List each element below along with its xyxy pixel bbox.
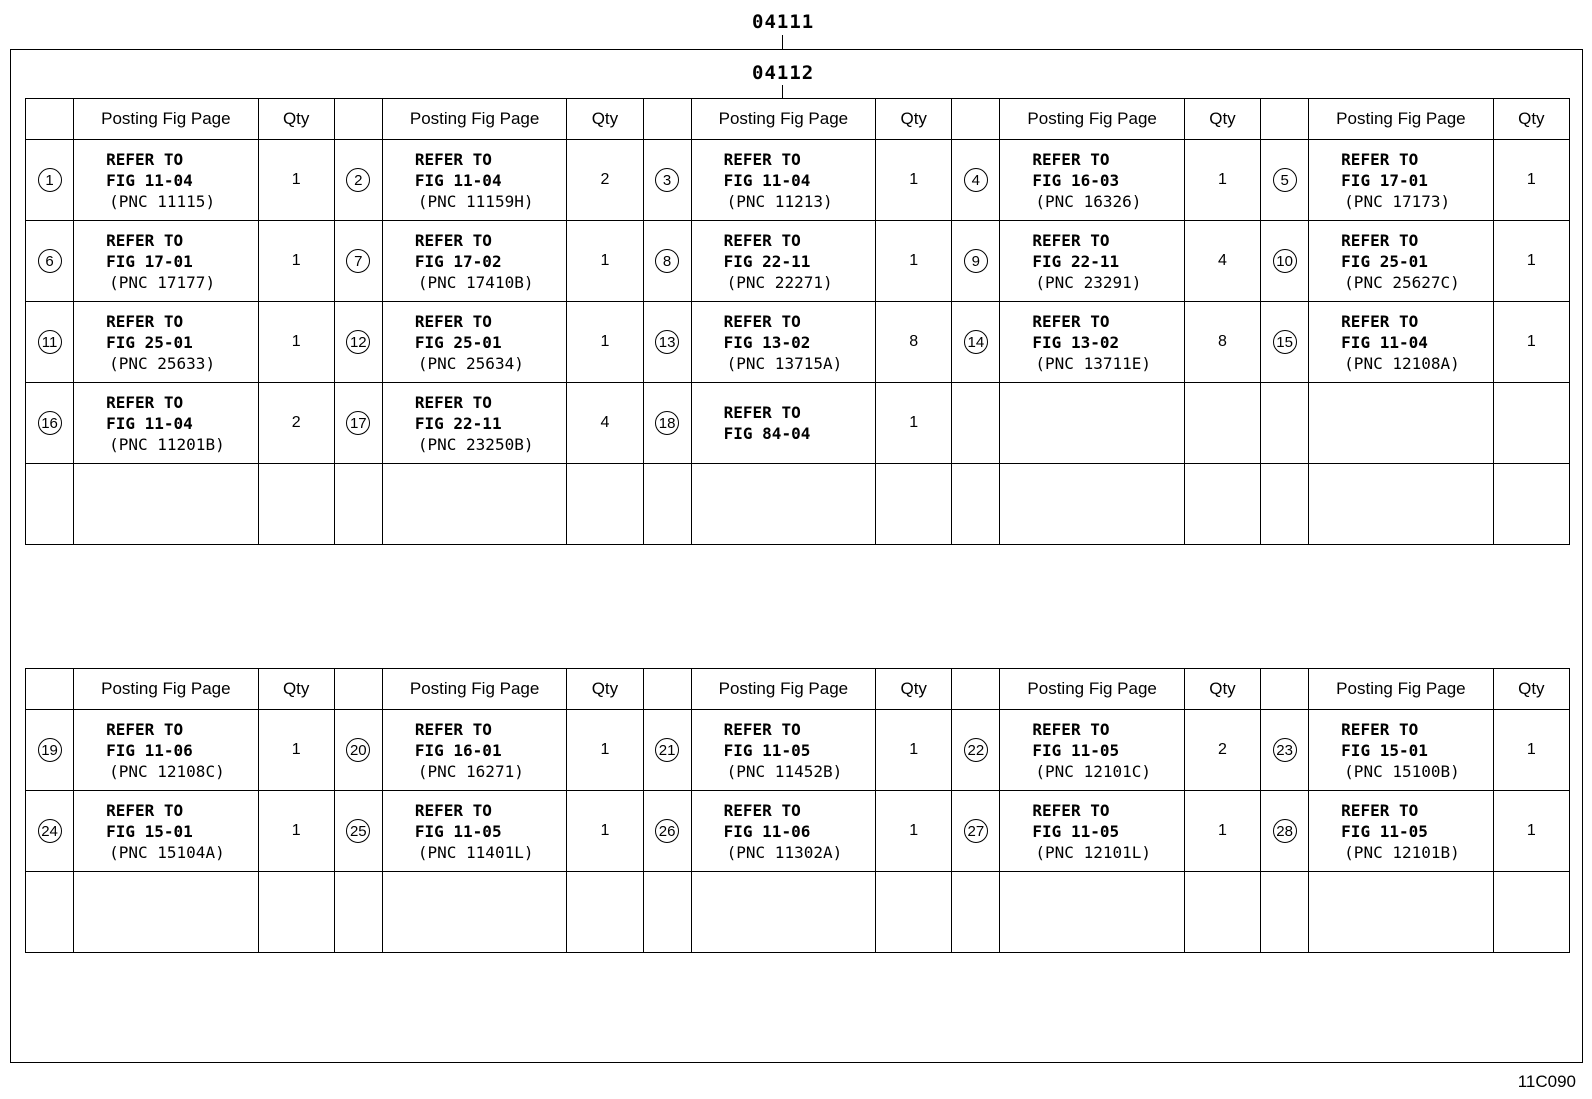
header-qty: Qty <box>258 99 334 140</box>
header-number-cell <box>334 669 382 710</box>
fig-reference-link[interactable]: FIG 17-01 <box>1341 170 1428 190</box>
refer-to-text: REFER TO <box>1341 149 1419 169</box>
item-number-cell <box>26 710 74 791</box>
posting-fig-cell <box>1000 221 1184 302</box>
item-number-cell <box>952 872 1000 953</box>
fig-reference-link[interactable]: FIG 11-04 <box>106 413 193 433</box>
item-number-circle: 19 <box>38 738 62 762</box>
item-number-cell <box>1261 872 1309 953</box>
item-number-circle: 28 <box>1273 819 1297 843</box>
refer-to-text: REFER TO <box>1032 800 1110 820</box>
posting-fig-cell <box>74 464 258 545</box>
item-number-cell <box>1261 383 1309 464</box>
fig-reference-link[interactable]: FIG 17-02 <box>414 251 502 271</box>
pnc-code: (PNC 11159H) <box>417 191 534 211</box>
header-posting-fig-page: Posting Fig Page <box>382 99 566 140</box>
table-row <box>26 302 1570 383</box>
fig-reference-link[interactable]: FIG 11-04 <box>1341 332 1428 352</box>
pnc-code: (PNC 16326) <box>1035 191 1142 211</box>
posting-fig-cell <box>1000 140 1184 221</box>
item-number-circle: 21 <box>655 738 679 762</box>
posting-fig-cell <box>691 140 875 221</box>
posting-fig-cell <box>382 710 566 791</box>
posting-fig-cell <box>74 791 258 872</box>
header-qty: Qty <box>567 99 643 140</box>
fig-reference-link[interactable]: FIG 11-04 <box>106 170 193 190</box>
fig-reference-link[interactable]: FIG 16-03 <box>1032 170 1120 190</box>
fig-reference-link[interactable]: FIG 25-01 <box>106 332 193 352</box>
item-number-circle: 10 <box>1273 249 1297 273</box>
header-number-cell <box>643 99 691 140</box>
header-qty: Qty <box>1493 669 1569 710</box>
posting-fig-cell <box>74 302 258 383</box>
pnc-code: (PNC 17177) <box>109 272 216 292</box>
refer-to-text: REFER TO <box>723 230 801 250</box>
refer-to-text: REFER TO <box>1032 719 1110 739</box>
posting-fig-cell <box>74 872 258 953</box>
refer-to-text: REFER TO <box>106 800 184 820</box>
header-number-cell <box>26 99 74 140</box>
posting-fig-cell <box>691 791 875 872</box>
item-number-cell <box>1261 221 1309 302</box>
refer-to-text: REFER TO <box>106 719 184 739</box>
qty-cell: 4 <box>567 383 643 464</box>
item-number-circle: 16 <box>38 411 62 435</box>
item-number-cell <box>643 221 691 302</box>
posting-fig-cell <box>1000 872 1184 953</box>
fig-reference-link[interactable]: FIG 16-01 <box>414 740 502 760</box>
posting-fig-cell <box>1000 464 1184 545</box>
qty-cell: 1 <box>876 710 952 791</box>
table-row <box>26 383 1570 464</box>
header-qty: Qty <box>567 669 643 710</box>
fig-reference-link[interactable]: FIG 25-01 <box>1341 251 1428 271</box>
pnc-code: (PNC 15104A) <box>109 842 225 862</box>
item-number-circle: 3 <box>655 168 679 192</box>
pnc-code: (PNC 23250B) <box>417 434 534 454</box>
figure-code: 11C090 <box>1517 1072 1576 1091</box>
header-number-cell <box>952 99 1000 140</box>
item-number-cell <box>26 791 74 872</box>
item-number-circle: 2 <box>346 168 370 192</box>
fig-reference-link[interactable]: FIG 11-05 <box>414 821 502 841</box>
item-number-cell <box>643 464 691 545</box>
item-number-circle: 18 <box>655 411 679 435</box>
posting-fig-cell <box>74 710 258 791</box>
refer-to-text: REFER TO <box>414 149 492 169</box>
header-qty: Qty <box>1493 99 1569 140</box>
item-number-cell <box>643 140 691 221</box>
item-number-circle: 22 <box>964 738 988 762</box>
table-header-row <box>26 669 1570 710</box>
qty-cell <box>258 464 334 545</box>
item-number-cell <box>334 464 382 545</box>
qty-cell: 1 <box>1493 791 1569 872</box>
fig-reference-link[interactable]: FIG 13-02 <box>723 332 811 352</box>
refer-to-text: REFER TO <box>723 149 801 169</box>
pnc-code: (PNC 11201B) <box>109 434 225 454</box>
header-qty: Qty <box>876 669 952 710</box>
qty-cell: 1 <box>258 140 334 221</box>
qty-cell <box>1493 464 1569 545</box>
posting-fig-cell <box>1000 383 1184 464</box>
item-number-circle: 27 <box>964 819 988 843</box>
pnc-code: (PNC 15100B) <box>1344 761 1460 781</box>
refer-to-text: REFER TO <box>1032 230 1110 250</box>
refer-to-text: REFER TO <box>106 149 184 169</box>
qty-cell <box>567 872 643 953</box>
header-posting-fig-page: Posting Fig Page <box>74 99 258 140</box>
header-posting-fig-page: Posting Fig Page <box>382 669 566 710</box>
item-number-circle: 8 <box>655 249 679 273</box>
qty-cell <box>1184 464 1260 545</box>
pnc-code: (PNC 12101L) <box>1035 842 1151 862</box>
header-qty: Qty <box>1184 99 1260 140</box>
parts-table-2 <box>25 668 1570 953</box>
pnc-code: (PNC 11302A) <box>726 842 843 862</box>
leader-line-sub <box>782 85 783 99</box>
qty-cell: 1 <box>1493 710 1569 791</box>
qty-cell <box>876 464 952 545</box>
item-number-cell <box>1261 140 1309 221</box>
posting-fig-cell <box>691 383 875 464</box>
item-number-cell <box>952 221 1000 302</box>
qty-cell: 1 <box>1493 221 1569 302</box>
fig-reference-link[interactable]: FIG 15-01 <box>106 821 193 841</box>
qty-cell: 2 <box>1184 710 1260 791</box>
header-posting-fig-page: Posting Fig Page <box>74 669 258 710</box>
pnc-code: (PNC 12108C) <box>109 761 225 781</box>
header-posting-fig-page: Posting Fig Page <box>1309 669 1493 710</box>
pnc-code: (PNC 11115) <box>109 191 216 211</box>
item-number-cell <box>952 791 1000 872</box>
item-number-circle: 7 <box>346 249 370 273</box>
posting-fig-cell <box>1000 302 1184 383</box>
refer-to-text: REFER TO <box>1032 311 1110 331</box>
qty-cell: 1 <box>258 791 334 872</box>
posting-fig-cell <box>1309 140 1493 221</box>
parts-table-1 <box>25 98 1570 545</box>
qty-cell: 1 <box>567 710 643 791</box>
pnc-code: (PNC 12101B) <box>1344 842 1460 862</box>
table-row <box>26 464 1570 545</box>
posting-fig-cell <box>1309 383 1493 464</box>
qty-cell: 1 <box>1493 140 1569 221</box>
qty-cell <box>1184 872 1260 953</box>
posting-fig-cell <box>74 221 258 302</box>
pnc-code: (PNC 16271) <box>417 761 524 781</box>
posting-fig-cell <box>382 140 566 221</box>
posting-fig-cell <box>1309 464 1493 545</box>
qty-cell: 2 <box>258 383 334 464</box>
item-number-cell <box>26 464 74 545</box>
qty-cell: 1 <box>1493 302 1569 383</box>
qty-cell: 1 <box>1184 791 1260 872</box>
pnc-code: (PNC 23291) <box>1035 272 1142 292</box>
header-number-cell <box>26 669 74 710</box>
leader-line-top <box>782 35 783 49</box>
fig-reference-link[interactable]: FIG 11-05 <box>1341 821 1428 841</box>
qty-cell: 2 <box>567 140 643 221</box>
fig-reference-link[interactable]: FIG 11-05 <box>1032 821 1120 841</box>
item-number-circle: 5 <box>1273 168 1297 192</box>
refer-to-text: REFER TO <box>1341 230 1419 250</box>
item-number-circle: 13 <box>655 330 679 354</box>
item-number-circle: 6 <box>38 249 62 273</box>
item-number-cell <box>643 302 691 383</box>
item-number-circle: 1 <box>38 168 62 192</box>
header-number-cell <box>334 99 382 140</box>
item-number-cell <box>643 791 691 872</box>
fig-reference-link[interactable]: FIG 11-04 <box>414 170 502 190</box>
fig-reference-link[interactable]: FIG 25-01 <box>414 332 502 352</box>
posting-fig-cell <box>1309 710 1493 791</box>
posting-fig-cell <box>1000 791 1184 872</box>
posting-fig-cell <box>691 710 875 791</box>
posting-fig-cell <box>382 383 566 464</box>
posting-fig-cell <box>74 140 258 221</box>
item-number-cell <box>334 221 382 302</box>
pnc-code: (PNC 25634) <box>417 353 524 373</box>
item-number-cell <box>334 140 382 221</box>
posting-fig-cell <box>691 464 875 545</box>
qty-cell: 8 <box>876 302 952 383</box>
item-number-circle: 23 <box>1273 738 1297 762</box>
fig-reference-link[interactable]: FIG 11-04 <box>723 170 811 190</box>
pnc-code: (PNC 11452B) <box>726 761 843 781</box>
qty-cell <box>876 872 952 953</box>
refer-to-text: REFER TO <box>414 230 492 250</box>
header-number-cell <box>1261 99 1309 140</box>
qty-cell: 1 <box>258 221 334 302</box>
pnc-code: (PNC 25633) <box>109 353 216 373</box>
assembly-label-sub: 04112 <box>752 62 815 84</box>
qty-cell <box>1493 383 1569 464</box>
fig-reference-link[interactable]: FIG 84-04 <box>723 424 811 443</box>
item-number-cell <box>1261 791 1309 872</box>
posting-fig-cell <box>1309 791 1493 872</box>
posting-fig-cell <box>1309 872 1493 953</box>
qty-cell <box>567 464 643 545</box>
refer-to-text: REFER TO <box>414 800 492 820</box>
posting-fig-cell <box>382 791 566 872</box>
item-number-cell <box>334 302 382 383</box>
posting-fig-cell <box>1309 302 1493 383</box>
qty-cell: 1 <box>876 383 952 464</box>
item-number-circle: 9 <box>964 249 988 273</box>
qty-cell: 4 <box>1184 221 1260 302</box>
qty-cell <box>1184 383 1260 464</box>
header-posting-fig-page: Posting Fig Page <box>691 99 875 140</box>
item-number-cell <box>334 872 382 953</box>
refer-to-text: REFER TO <box>723 403 801 422</box>
header-posting-fig-page: Posting Fig Page <box>1309 99 1493 140</box>
refer-to-text: REFER TO <box>723 311 801 331</box>
qty-cell: 1 <box>258 302 334 383</box>
table-row <box>26 872 1570 953</box>
refer-to-text: REFER TO <box>723 800 801 820</box>
item-number-circle: 4 <box>964 168 988 192</box>
item-number-cell <box>1261 302 1309 383</box>
item-number-circle: 12 <box>346 330 370 354</box>
fig-reference-link[interactable]: FIG 13-02 <box>1032 332 1120 352</box>
posting-fig-cell <box>74 383 258 464</box>
posting-fig-cell <box>382 464 566 545</box>
posting-fig-cell <box>1309 221 1493 302</box>
fig-reference-link[interactable]: FIG 11-06 <box>106 740 193 760</box>
item-number-cell <box>1261 464 1309 545</box>
qty-cell: 1 <box>258 710 334 791</box>
header-qty: Qty <box>876 99 952 140</box>
pnc-code: (PNC 17410B) <box>417 272 534 292</box>
header-number-cell <box>1261 669 1309 710</box>
item-number-circle: 24 <box>38 819 62 843</box>
qty-cell: 8 <box>1184 302 1260 383</box>
item-number-circle: 17 <box>346 411 370 435</box>
fig-reference-link[interactable]: FIG 11-06 <box>723 821 811 841</box>
table-row <box>26 140 1570 221</box>
refer-to-text: REFER TO <box>414 392 492 412</box>
item-number-circle: 11 <box>38 330 62 354</box>
item-number-cell <box>643 710 691 791</box>
pnc-code: (PNC 25627C) <box>1344 272 1460 292</box>
table-row <box>26 791 1570 872</box>
pnc-code: (PNC 11401L) <box>417 842 534 862</box>
item-number-cell <box>26 302 74 383</box>
item-number-cell <box>26 140 74 221</box>
fig-reference-link[interactable]: FIG 11-05 <box>1032 740 1120 760</box>
fig-reference-link[interactable]: FIG 22-11 <box>1032 251 1120 271</box>
refer-to-text: REFER TO <box>1032 149 1110 169</box>
table-row <box>26 221 1570 302</box>
posting-fig-cell <box>382 221 566 302</box>
assembly-label-top: 04111 <box>752 11 815 33</box>
item-number-cell <box>643 872 691 953</box>
header-posting-fig-page: Posting Fig Page <box>1000 669 1184 710</box>
item-number-circle: 25 <box>346 819 370 843</box>
header-qty: Qty <box>1184 669 1260 710</box>
table-row <box>26 710 1570 791</box>
pnc-code: (PNC 13711E) <box>1035 353 1151 373</box>
item-number-circle: 20 <box>346 738 370 762</box>
item-number-cell <box>26 221 74 302</box>
header-posting-fig-page: Posting Fig Page <box>1000 99 1184 140</box>
fig-reference-link[interactable]: FIG 15-01 <box>1341 740 1428 760</box>
item-number-cell <box>1261 710 1309 791</box>
item-number-cell <box>952 302 1000 383</box>
item-number-cell <box>334 383 382 464</box>
header-qty: Qty <box>258 669 334 710</box>
refer-to-text: REFER TO <box>414 311 492 331</box>
item-number-cell <box>26 872 74 953</box>
refer-to-text: REFER TO <box>1341 311 1419 331</box>
posting-fig-cell <box>382 872 566 953</box>
item-number-cell <box>643 383 691 464</box>
qty-cell <box>1493 872 1569 953</box>
qty-cell: 1 <box>1184 140 1260 221</box>
qty-cell: 1 <box>876 140 952 221</box>
fig-reference-link[interactable]: FIG 22-11 <box>414 413 502 433</box>
qty-cell: 1 <box>876 791 952 872</box>
fig-reference-link[interactable]: FIG 22-11 <box>723 251 811 271</box>
item-number-circle: 26 <box>655 819 679 843</box>
item-number-cell <box>952 140 1000 221</box>
header-number-cell <box>643 669 691 710</box>
pnc-code: (PNC 11213) <box>726 191 833 211</box>
refer-to-text: REFER TO <box>106 311 184 331</box>
refer-to-text: REFER TO <box>106 230 184 250</box>
qty-cell: 1 <box>567 791 643 872</box>
posting-fig-cell <box>1000 710 1184 791</box>
fig-reference-link[interactable]: FIG 17-01 <box>106 251 193 271</box>
posting-fig-cell <box>691 221 875 302</box>
refer-to-text: REFER TO <box>106 392 184 412</box>
qty-cell: 1 <box>876 221 952 302</box>
posting-fig-cell <box>691 872 875 953</box>
header-posting-fig-page: Posting Fig Page <box>691 669 875 710</box>
refer-to-text: REFER TO <box>1341 800 1419 820</box>
item-number-cell <box>26 383 74 464</box>
refer-to-text: REFER TO <box>414 719 492 739</box>
fig-reference-link[interactable]: FIG 11-05 <box>723 740 811 760</box>
item-number-cell <box>952 710 1000 791</box>
pnc-code: (PNC 22271) <box>726 272 833 292</box>
refer-to-text: REFER TO <box>1341 719 1419 739</box>
item-number-cell <box>952 464 1000 545</box>
qty-cell: 1 <box>567 221 643 302</box>
item-number-cell <box>952 383 1000 464</box>
item-number-circle: 15 <box>1273 330 1297 354</box>
qty-cell: 1 <box>567 302 643 383</box>
item-number-cell <box>334 710 382 791</box>
posting-fig-cell <box>382 302 566 383</box>
item-number-circle: 14 <box>964 330 988 354</box>
pnc-code: (PNC 12108A) <box>1344 353 1460 373</box>
pnc-code: (PNC 17173) <box>1344 191 1451 211</box>
item-number-cell <box>334 791 382 872</box>
table-header-row <box>26 99 1570 140</box>
qty-cell <box>258 872 334 953</box>
pnc-code: (PNC 12101C) <box>1035 761 1151 781</box>
pnc-code: (PNC 13715A) <box>726 353 843 373</box>
posting-fig-cell <box>691 302 875 383</box>
header-number-cell <box>952 669 1000 710</box>
refer-to-text: REFER TO <box>723 719 801 739</box>
